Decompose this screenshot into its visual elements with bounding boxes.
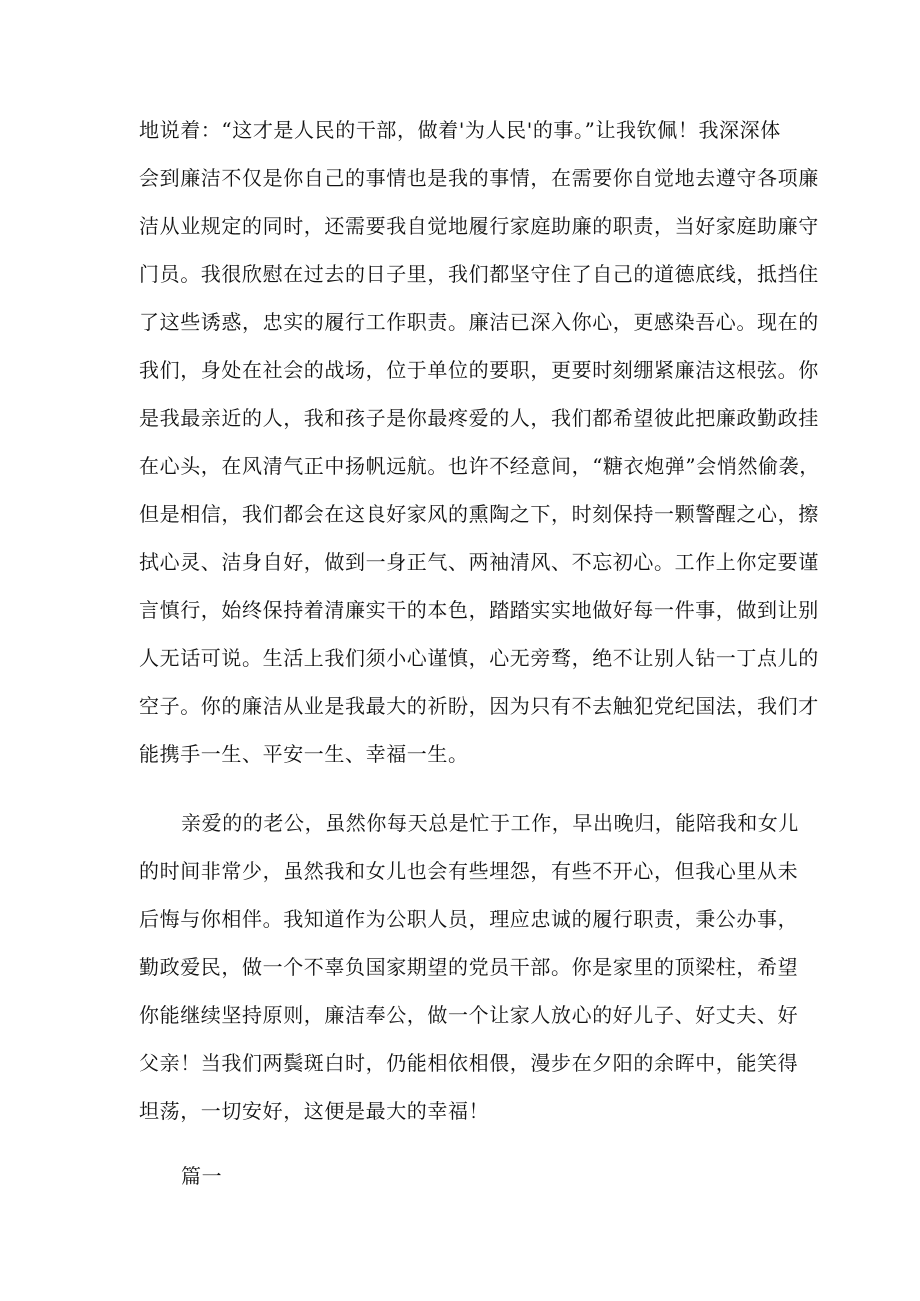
paragraph-2-line: 后悔与你相伴。我知道作为公职人员，理应忠诚的履行职责，秉公办事， xyxy=(139,907,799,931)
paragraph-2-line: 的时间非常少，虽然我和女儿也会有些埋怨，有些不开心，但我心里从未 xyxy=(139,859,799,883)
paragraph-1-line: 但是相信，我们都会在这良好家风的熏陶之下，时刻保持一颗警醒之心，擦 xyxy=(139,502,819,526)
paragraph-2-line: 亲爱的的老公，虽然你每天总是忙于工作，早出晚归，能陪我和女儿 xyxy=(181,811,799,835)
section-heading: 篇一 xyxy=(181,1164,223,1188)
paragraph-1-line: 我们，身处在社会的战场，位于单位的要职，更要时刻绷紧廉洁这根弦。你 xyxy=(139,358,819,382)
paragraph-1-line: 人无话可说。生活上我们须小心谨慎，心无旁骛，绝不让别人钻一丁点儿的 xyxy=(139,646,819,670)
paragraph-1-line: 空子。你的廉洁从业是我最大的祈盼，因为只有不去触犯党纪国法，我们才 xyxy=(139,694,819,718)
paragraph-2-line: 坦荡，一切安好，这便是最大的幸福！ xyxy=(139,1099,490,1123)
paragraph-1-line: 言慎行，始终保持着清廉实干的本色，踏踏实实地做好每一件事，做到让别 xyxy=(139,598,819,622)
paragraph-1-line: 会到廉洁不仅是你自己的事情也是我的事情，在需要你自觉地去遵守各项廉 xyxy=(139,166,819,190)
paragraph-2-line: 你能继续坚持原则，廉洁奉公，做一个让家人放心的好儿子、好丈夫、好 xyxy=(139,1003,799,1027)
paragraph-1-line: 了这些诱惑，忠实的履行工作职责。廉洁已深入你心，更感染吾心。现在的 xyxy=(139,310,819,334)
paragraph-2-line: 父亲！当我们两鬓斑白时，仍能相依相偎，漫步在夕阳的余晖中，能笑得 xyxy=(139,1051,799,1075)
paragraph-1-line: 洁从业规定的同时，还需要我自觉地履行家庭助廉的职责，当好家庭助廉守 xyxy=(139,214,819,238)
paragraph-1-line: 能携手一生、平安一生、幸福一生。 xyxy=(139,742,469,766)
paragraph-1-line: 在心头，在风清气正中扬帆远航。也许不经意间，“糖衣炮弹”会悄然偷袭， xyxy=(139,454,820,478)
paragraph-1-line: 是我最亲近的人，我和孩子是你最疼爱的人，我们都希望彼此把廉政勤政挂 xyxy=(139,406,819,430)
paragraph-2-line: 勤政爱民，做一个不辜负国家期望的党员干部。你是家里的顶梁柱，希望 xyxy=(139,955,799,979)
paragraph-1-line: 拭心灵、洁身自好，做到一身正气、两袖清风、不忘初心。工作上你定要谨 xyxy=(139,550,819,574)
paragraph-1-line: 门员。我很欣慰在过去的日子里，我们都坚守住了自己的道德底线，抵挡住 xyxy=(139,262,819,286)
paragraph-1-line: 地说着：“这才是人民的干部，做着'为人民'的事。”让我钦佩！我深深体 xyxy=(139,118,781,142)
